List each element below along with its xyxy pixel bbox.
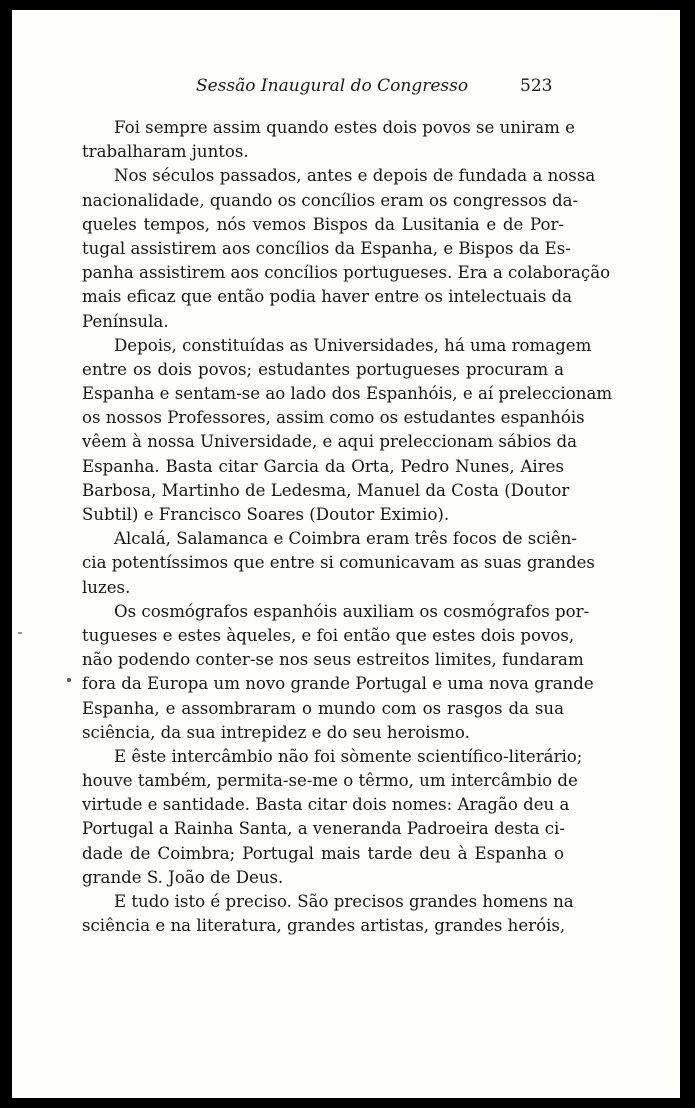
text-line: cia potentíssimos que entre si comunicavam as suas grandes — [82, 553, 595, 573]
text-line: Os cosmógrafos espanhóis auxiliam os cosmógrafos por- — [114, 601, 590, 621]
text-line: Península. — [82, 311, 169, 331]
body-text — [82, 116, 613, 938]
text-line: Alcalá, Salamanca e Coimbra eram três focos de sciên- — [114, 529, 578, 549]
margin-dot — [67, 678, 71, 682]
text-line: trabalharam juntos. — [82, 142, 249, 162]
page-number: 523 — [520, 76, 553, 96]
text-line: mais eficaz que então podia haver entre os intelectuais da — [82, 287, 572, 307]
text-line: fora da Europa um novo grande Portugal e uma nova grande — [82, 674, 594, 694]
paragraph — [82, 600, 594, 745]
text-line: panha assistirem aos concílios portugueses. Era a colaboração — [82, 263, 611, 283]
text-line: tugal assistirem aos concílios da Espanha, e Bispos da Es- — [82, 238, 571, 258]
paragraph — [82, 890, 574, 938]
text-line: sciência e na literatura, grandes artistas, grandes heróis, — [82, 916, 566, 936]
text-line: vêem à nossa Universidade, e aqui preleccionam sábios da — [82, 432, 577, 452]
text-line: Subtil) e Francisco Soares (Doutor Eximio). — [82, 505, 450, 524]
text-line: virtude e santidade. Basta citar dois nomes: Aragão deu a — [82, 795, 570, 815]
book-page — [12, 10, 680, 1098]
text-line: Espanha, e assombraram o mundo com os rasgos da sua — [82, 698, 564, 718]
margin-mark — [18, 632, 22, 634]
text-line: grande S. João de Deus. — [82, 867, 284, 887]
text-line: E êste intercâmbio não foi sòmente scientífico-literário; — [114, 746, 583, 766]
paragraph — [82, 164, 611, 333]
text-line: luzes. — [82, 577, 131, 597]
text-line: E tudo isto é preciso. São precisos grandes homens na — [114, 892, 574, 911]
text-line: Espanha. Basta citar Garcia da Orta, Pedro Nunes, Aires — [82, 456, 564, 476]
text-line: houve também, permita-se-me o têrmo, um intercâmbio de — [82, 771, 578, 791]
text-line: não podendo conter-se nos seus estreitos limites, fundaram — [82, 650, 584, 670]
paragraph — [82, 527, 595, 600]
text-line: Depois, constituídas as Universidades, há uma romagem — [114, 335, 592, 355]
text-line: Espanha e sentam-se ao lado dos Espanhóis, e aí preleccionam — [82, 384, 613, 404]
text-line: dade de Coimbra; Portugal mais tarde deu à Espanha o — [82, 843, 564, 863]
paragraph — [82, 334, 613, 528]
running-title: Sessão Inaugural do Congresso — [196, 76, 469, 96]
text-line: Nos séculos passados, antes e depois de fundada a nossa — [114, 166, 596, 186]
text-line: Foi sempre assim quando estes dois povos se uniram e — [114, 118, 575, 137]
paragraph — [82, 745, 583, 890]
text-line: os nossos Professores, assim como os estudantes espanhóis — [82, 408, 585, 428]
text-line: Portugal a Rainha Santa, a veneranda Padroeira desta ci- — [82, 819, 565, 839]
text-line: Barbosa, Martinho de Ledesma, Manuel da Costa (Doutor — [82, 480, 570, 500]
text-line: tugueses e estes àqueles, e foi então que estes dois povos, — [82, 625, 575, 645]
text-line: entre os dois povos; estudantes portugueses procuram a — [82, 359, 564, 379]
text-line: queles tempos, nós vemos Bispos da Lusitania e de Por- — [82, 214, 564, 234]
paragraph — [82, 116, 575, 164]
page-header — [12, 72, 680, 102]
text-line: nacionalidade, quando os concílios eram os congressos da- — [82, 190, 579, 210]
text-line: sciência, da sua intrepidez e do seu heroismo. — [82, 722, 470, 742]
